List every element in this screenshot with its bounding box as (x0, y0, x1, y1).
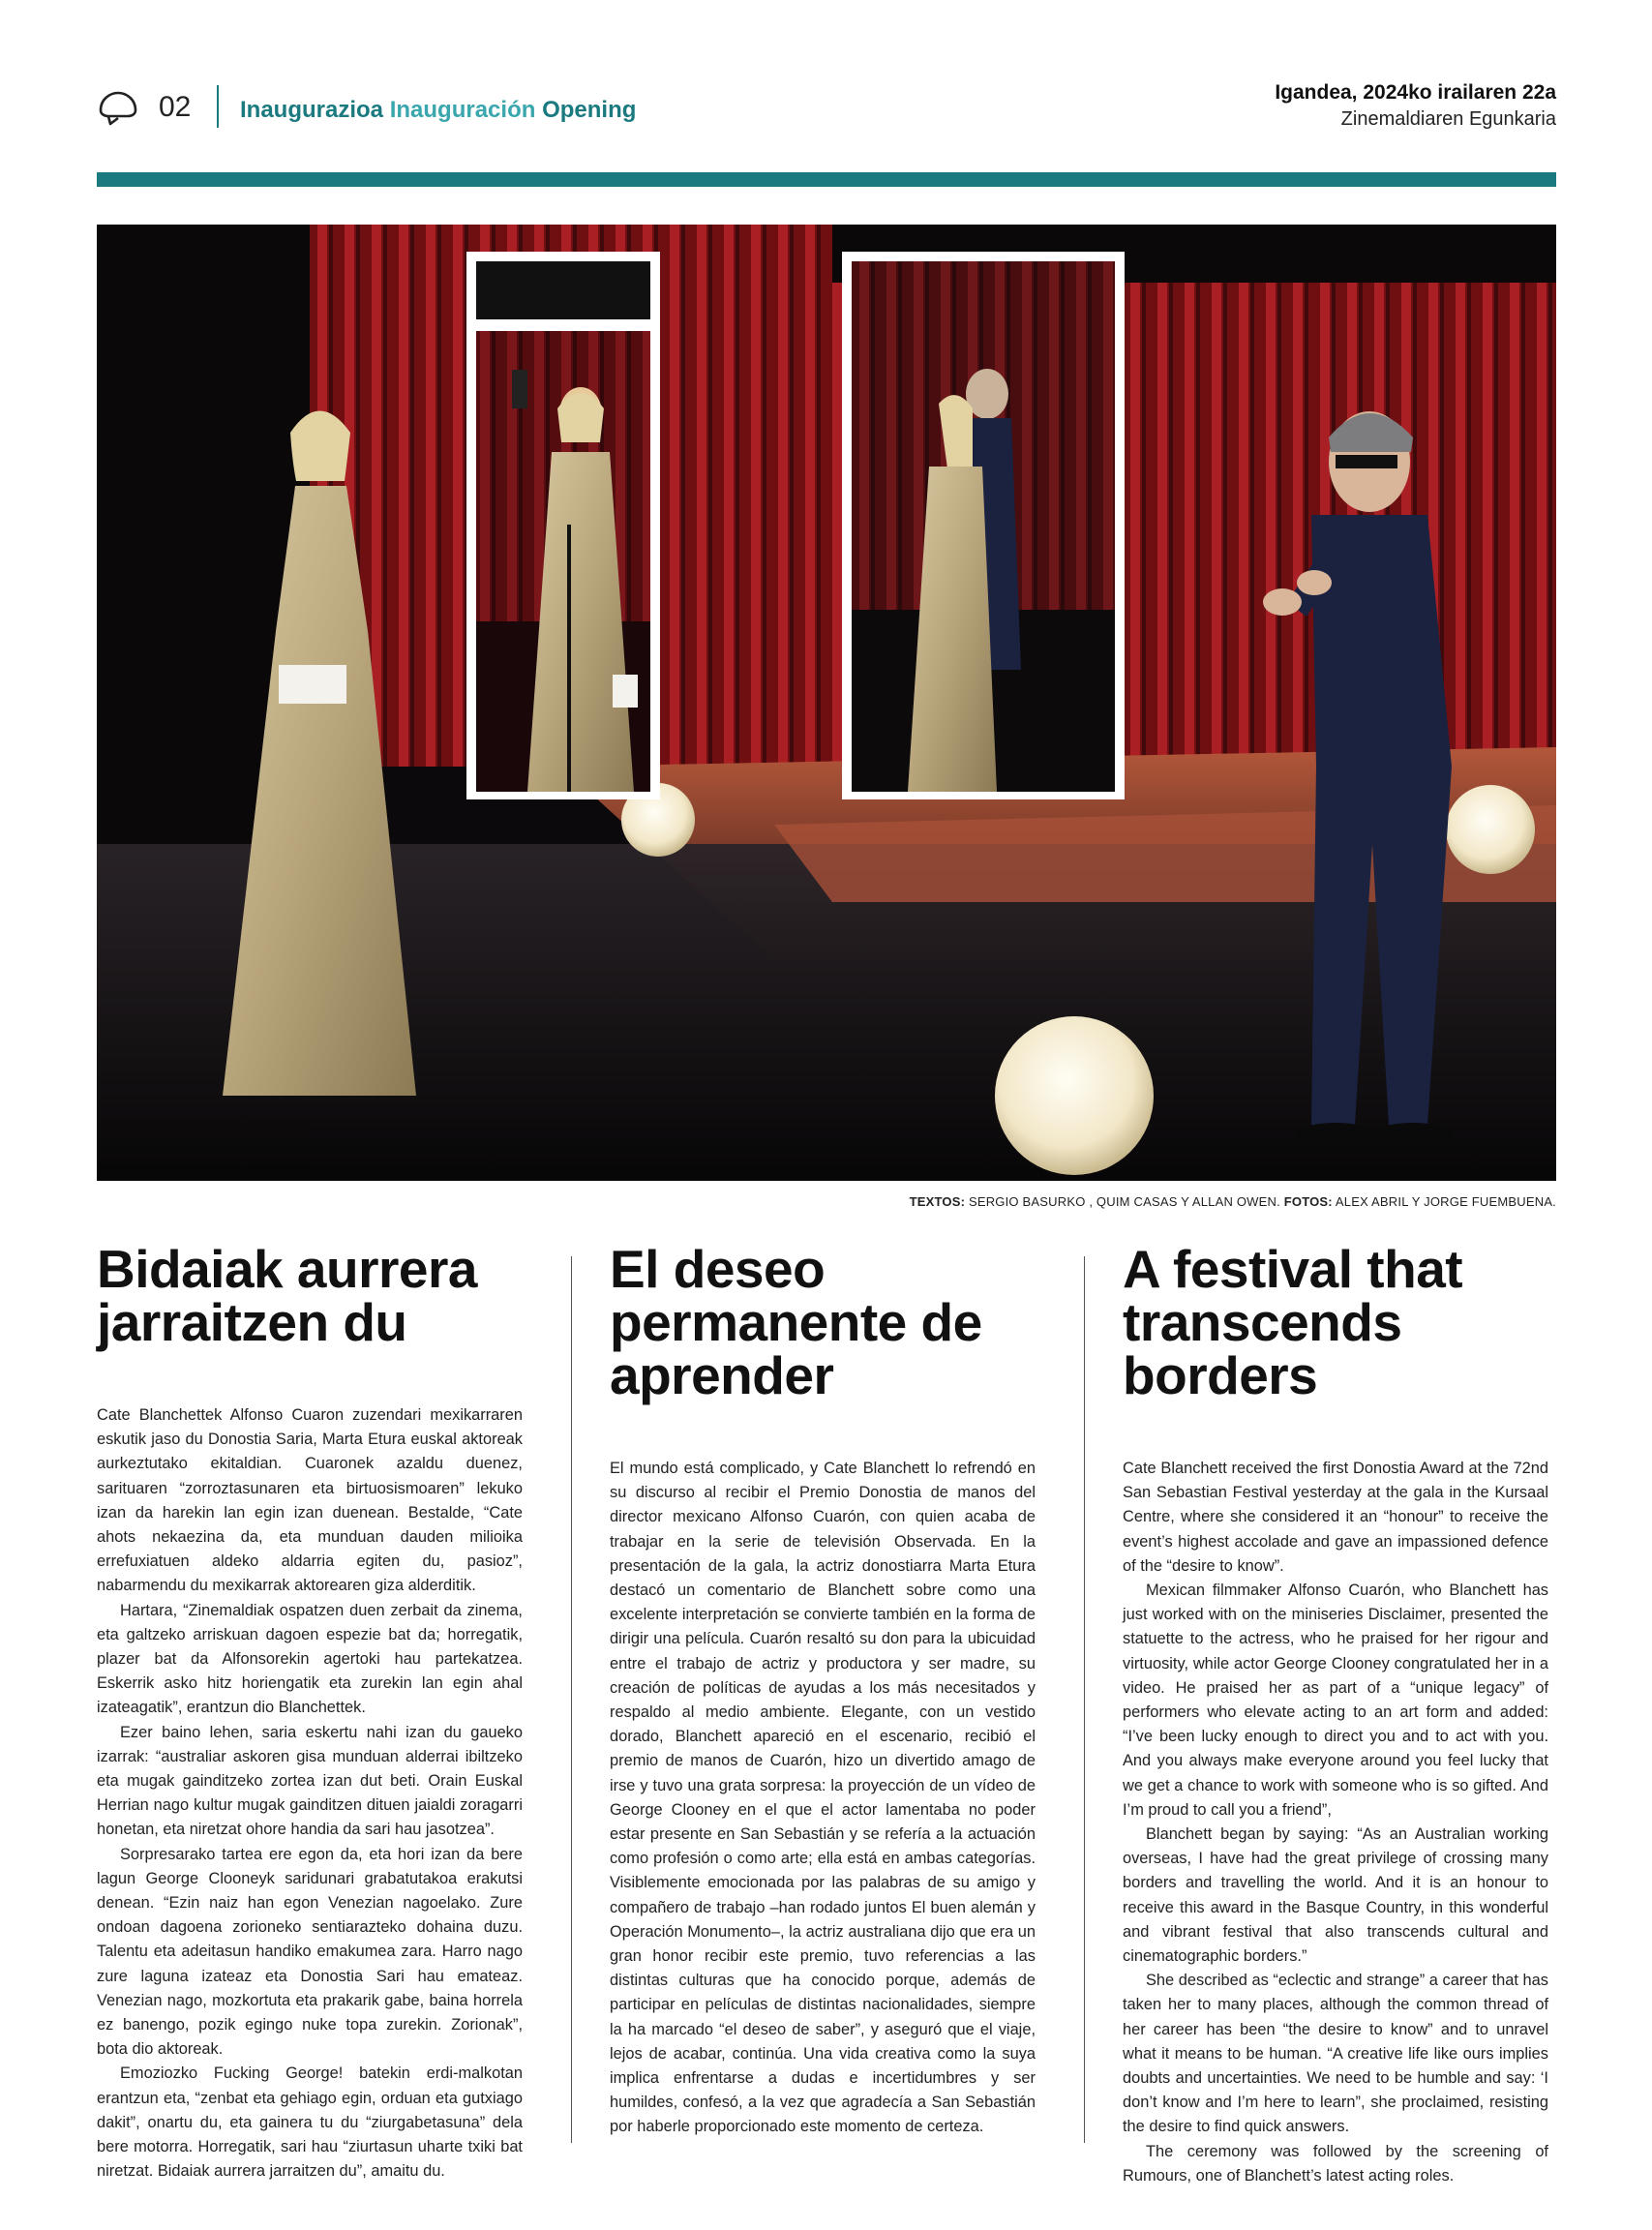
page-header (97, 81, 1556, 139)
header-rule (97, 172, 1556, 187)
paragraph: Cate Blanchettek Alfonso Cuaron zuzendari mexikarraren eskutik jaso du Donostia Saria, Marta Etura euskal aktoreak aurkeztutako ekitaldian. Cuaronek azaldu duenez, sarituaren “zorroztasunaren eta birtuosismoaren” lekuko izan da harekin lan egin izan duenean. Bestalde, “Cate ahots nekaezina da, eta munduan dauden milioika errefuxiatuen aldeko aldarria egiten du, pasioz”, nabarmendu du mexikarrak aktorearen giza alderditik. (97, 1406, 523, 1595)
dateline (1275, 81, 1556, 131)
section-es: Inauguración (389, 97, 536, 123)
article-basque (97, 1239, 523, 2185)
article-body (1123, 1457, 1548, 2188)
photos-names: ALEX ABRIL Y JORGE FUEMBUENA. (1332, 1194, 1556, 1209)
paragraph: She described as “eclectic and strange” a career that has taken her to many places, although the common thread of her career has been “the desire to know” and to unravel what it means to be human. “A creative life like ours implies doubts and uncertainties. We need to be humble and say: ‘I don’t know and I’m here to learn”, she proclaimed, resisting the desire to find quick answers. (1123, 1972, 1548, 2136)
page-number: 02 (159, 91, 192, 123)
stage-photo-illustration (97, 225, 1556, 1181)
column-divider (1084, 1256, 1085, 2143)
paragraph: Ezer baino lehen, saria eskertu nahi izan du gaueko izarrak: “australiar askoren gisa munduan alderrai ibiltzeko eta mugak gainditzeko zortea izan dut beti. Orain Euskal Herrian nago kultur mugak gainditzen dituen jaialdi zoragarri honetan, eta niretzat ohore handia da sari hau jasotzea”. (97, 1723, 523, 1839)
paragraph: Blanchett began by saying: “As an Australian working overseas, I have had the great privilege of crossing many borders and travelling the world. And it is an honour to receive this award in the Basque Country, in this wonderful and vibrant festival that also transcends cultural and cinematographic borders.” (1123, 1825, 1548, 1966)
section-en: Opening (542, 97, 637, 123)
header-divider (217, 85, 219, 128)
publication-name: Zinemaldiaren Egunkaria (1340, 108, 1556, 130)
paragraph: Mexican filmmaker Alfonso Cuarón, who Blanchett has just worked with on the miniseries Disclaimer, presented the statuette to the actress, who he praised for her rigour and virtuosity, while actor George Clooney congratulated her in a video. He praised her as part of a “unique legacy” of performers who elevate acting to an art form and added: “I’ve been lucky enough to direct you and to act with you. And you always make everyone around you feel lucky that we get a chance to work with someone who is so gifted. And I’m proud to call you a friend”, (1123, 1582, 1548, 1819)
texts-names: SERGIO BASURKO , QUIM CASAS Y ALLAN OWEN. (965, 1194, 1280, 1209)
paragraph: The ceremony was followed by the screening of Rumours, one of Blanchett’s latest acting roles. (1123, 2142, 1548, 2185)
texts-label: TEXTOS: (909, 1194, 966, 1209)
article-body (97, 1403, 523, 2185)
article-headline: El deseo permanente de aprender (610, 1239, 982, 1405)
article-body (610, 1457, 1036, 2140)
section-title (240, 97, 636, 124)
photos-label: FOTOS: (1279, 1194, 1333, 1209)
article-headline: Bidaiak aurrera jarraitzen du (97, 1239, 477, 1352)
paragraph: Sorpresarako tartea ere egon da, eta hori izan da bere lagun George Clooneyk saridunari grabatutakoa erakutsi denean. “Ezin naiz han egon Venezian nagoelako. Zure ondoan dagoena zorioneko sentiarazteko dohaina duzu. Talentu eta adeitasun handiko emakumea zara. Harro nago zure laguna izateaz eta Donostia Sari hau emateaz. Venezian nago, mozkortuta eta prakarik gabe, baina horrela ez banengo, pozik egingo nuke topa zurekin. Zorionak”, bota dio aktoreak. (97, 1845, 523, 2059)
shell-logo-icon (97, 89, 139, 128)
paragraph: El mundo está complicado, y Cate Blanchett lo refrendó en su discurso al recibir el Premio Donostia de manos del director mexicano Alfonso Cuarón, con quien acaba de trabajar en la serie de televisión Observada. En la presentación de la gala, la actriz donostiarra Marta Etura destacó un comentario de Blanchett sobre como una excelente interpretación se convierte también en la forma de dirigir una película. Cuarón resaltó su don para la ubicuidad entre el trabajo de actriz y productora y ser madre, su creación de políticas de ayudas a los más necesitados y respaldo al medio ambiente. Elegante, con un vestido dorado, Blanchett apareció en el escenario, recibió el premio de manos de Cuarón, hizo un divertido amago de irse y tuvo una grata sorpresa: la proyección de un vídeo de George Clooney en el que el actor lamentaba no poder estar presente en San Sebastián y se refería a la actuación como profesión o como arte; ella está en ambas categorías. Visiblemente emocionada por las palabras de su amigo y compañero de trabajo –han rodado juntos El buen alemán y Operación Monumento–, la actriz australiana dijo que era un gran honor recibir este premio, tuvo referencias a las distintas culturas que ha conocido porque, además de participar en películas de distintas nacionalidades, siempre la ha marcado “el deseo de saber”, y aseguró que el viaje, lejos de acabar, continúa. Una vida creativa como la suya implica enfrentarse a dudas e incertidumbres y ser humildes, confesó, a la vez que agradecía a San Sebastián por haberle proporcionado este momento de certeza. (610, 1460, 1036, 2136)
photo-credits (910, 1194, 1556, 1209)
section-eu: Inaugurazioa (240, 97, 384, 123)
paragraph: Cate Blanchett received the first Donostia Award at the 72nd San Sebastian Festival yesterday at the gala in the Kursaal Centre, where she considered it an “honour” to receive the event’s highest accolade and gave an impassioned defence of the “desire to know”. (1123, 1460, 1548, 1575)
lead-photo (97, 225, 1556, 1181)
column-divider (571, 1256, 572, 2143)
article-headline: A festival that transcends borders (1123, 1239, 1463, 1405)
article-english (1123, 1239, 1548, 2188)
article-spanish (610, 1239, 1036, 2140)
paragraph: Emoziozko Fucking George! batekin erdi-malkotan erantzun eta, “zenbat eta gehiago egin, orduan eta gutxiago dakit”, onartu du, eta gainera tu du “ziurgabetasuna” dela bere motorra. Horregatik, sari hau “ziurtasun uharte txiki bat niretzat. Bidaiak aurrera jarraitzen du”, amaitu du. (97, 2064, 523, 2181)
paragraph: Hartara, “Zinemaldiak ospatzen duen zerbait da zinema, eta galtzeko arriskuan dagoen espezie bat da; horregatik, plazer bat da Alfonsorekin agertoki hau partekatzea. Eskerrik asko hitz horiengatik eta zurekin lan egin ahal izateagatik”, erantzun dio Blanchettek. (97, 1601, 523, 1717)
inset-photo-2 (842, 252, 1125, 799)
inset-photo-1 (466, 252, 660, 799)
issue-date: Igandea, 2024ko irailaren 22a (1275, 81, 1556, 104)
